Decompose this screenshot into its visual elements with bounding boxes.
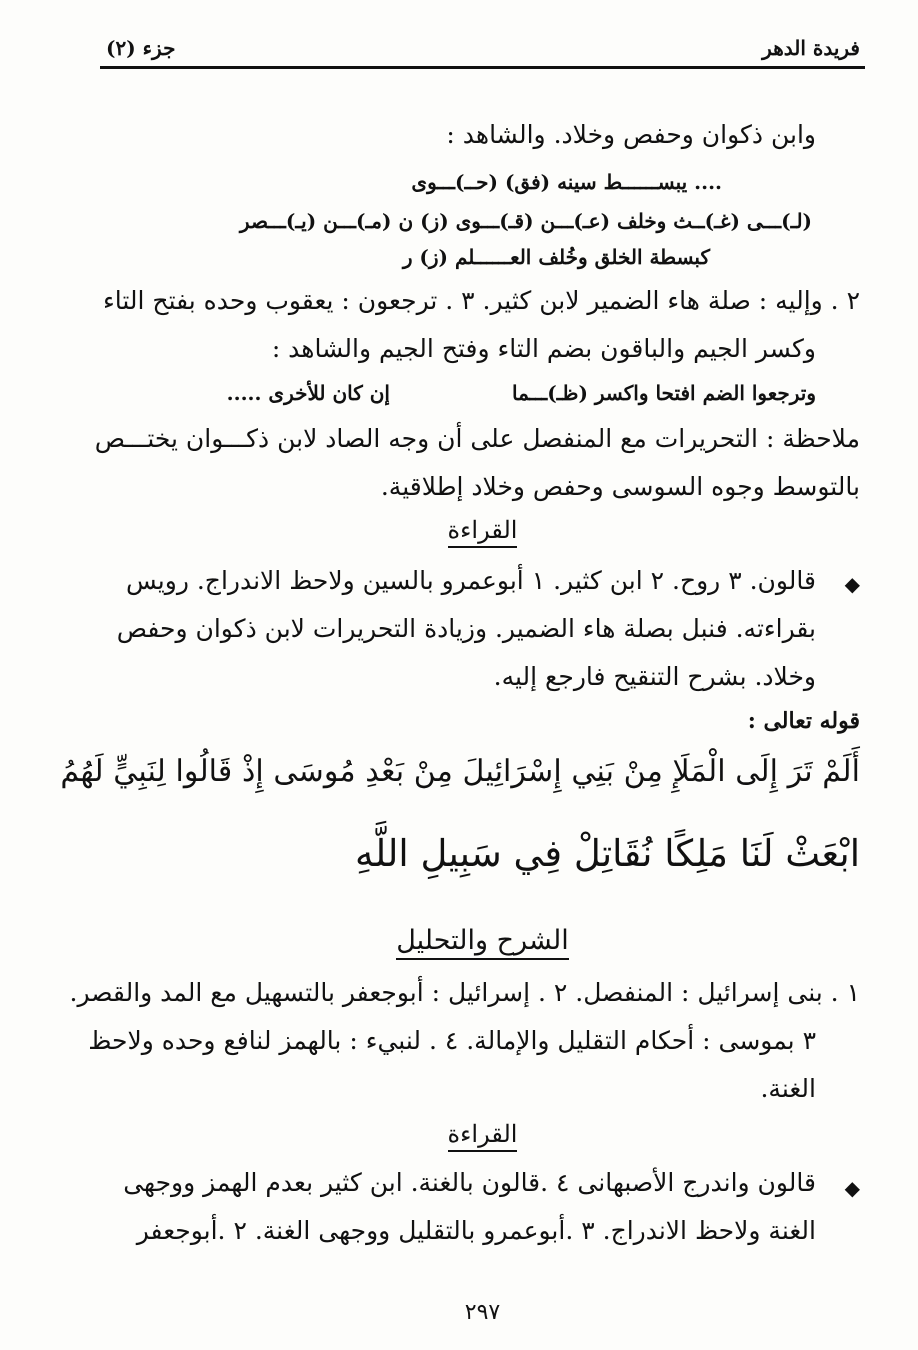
note-line: وكسر الجيم والباقون بضم التاء وفتح الجيم والشاهد :	[271, 334, 816, 363]
remark-line: بالتوسط وجوه السوسى وحفص وخلاد إطلاقية.	[380, 472, 860, 501]
section-heading	[100, 516, 865, 548]
reading-title: القراءة	[448, 1120, 518, 1152]
quran-verse-line: أَلَمْ تَرَ إِلَى الْمَلَإِ مِنْ بَنِي إِسْرَائِيلَ مِنْ بَعْدِ مُوسَى إِذْ قَالُوا لِنَبِيٍّ لَهُمُ	[60, 754, 860, 789]
poem-line: .... يبســــــط سينه (فق) (حــ)ـــوى	[411, 170, 722, 194]
quran-verse-line: ابْعَثْ لَنَا مَلِكًا نُقَاتِلْ فِي سَبِيلِ اللَّهِ	[355, 832, 860, 875]
verse-hemistich: إن كان للأخرى .....	[226, 381, 390, 405]
reading-line: بقراءته. فنبل بصلة هاء الضمير. وزيادة التحريرات لابن ذكوان وحفص	[116, 614, 816, 643]
reading-line: قالون. ٣ روح. ٢ ابن كثير. ١ أبوعمرو بالسين ولاحظ الاندراج. رويس	[125, 566, 816, 595]
reading-line: الغنة ولاحظ الاندراج. ٣ .أبوعمرو بالتقليل ووجهى الغنة. ٢ .أبوجعفر	[136, 1216, 816, 1245]
analysis-line: ٣ بموسى : أحكام التقليل والإمالة. ٤ . لنبيء : بالهمز لنافع وحده ولاحظ	[88, 1026, 816, 1055]
section-heading	[100, 925, 865, 960]
bullet-diamond-icon: ◆	[844, 572, 860, 596]
analysis-line: ١ . بنى إسرائيل : المنفصل. ٢ . إسرائيل : أبوجعفر بالتسهيل مع المد والقصر.	[69, 978, 860, 1007]
verse-intro: قوله تعالى :	[747, 708, 860, 734]
reading-line: وخلاد. بشرح التنقيح فارجع إليه.	[493, 662, 816, 691]
header-book-title: فريدة الدهر	[762, 36, 860, 60]
analysis-line: الغنة.	[760, 1074, 816, 1103]
poem-line: كبسطة الخلق وخُلف العــــــلم (ز) ر	[402, 245, 710, 269]
bullet-diamond-icon: ◆	[844, 1176, 860, 1200]
verse-hemistich: وترجعوا الضم افتحا واكسر (ظـ)ـــما	[511, 381, 816, 405]
header-part-label: جزء (٢)	[106, 36, 176, 60]
page-number: ٢٩٧	[464, 1300, 501, 1325]
intro-line: وابن ذكوان وحفص وخلاد. والشاهد :	[446, 120, 816, 149]
analysis-title: الشرح والتحليل	[396, 925, 569, 960]
reading-line: قالون واندرج الأصبهانى ٤ .قالون بالغنة. ابن كثير بعدم الهمز ووجهى	[123, 1168, 816, 1197]
section-heading	[100, 1120, 865, 1152]
note-line: ٢ . وإليه : صلة هاء الضمير لابن كثير. ٣ . ترجعون : يعقوب وحده بفتح التاء	[103, 286, 860, 315]
poem-line: (لـ)ـــى (غـ)ــث وخلف (عـ)ـــن (قـ)ـــوى (ز) ن (مـ)ـــن (يـ)ـــصر	[239, 209, 812, 233]
remark-line: ملاحظة : التحريرات مع المنفصل على أن وجه الصاد لابن ذكـــوان يختـــص	[94, 424, 860, 453]
reading-title: القراءة	[448, 516, 518, 548]
header-rule	[100, 66, 865, 69]
